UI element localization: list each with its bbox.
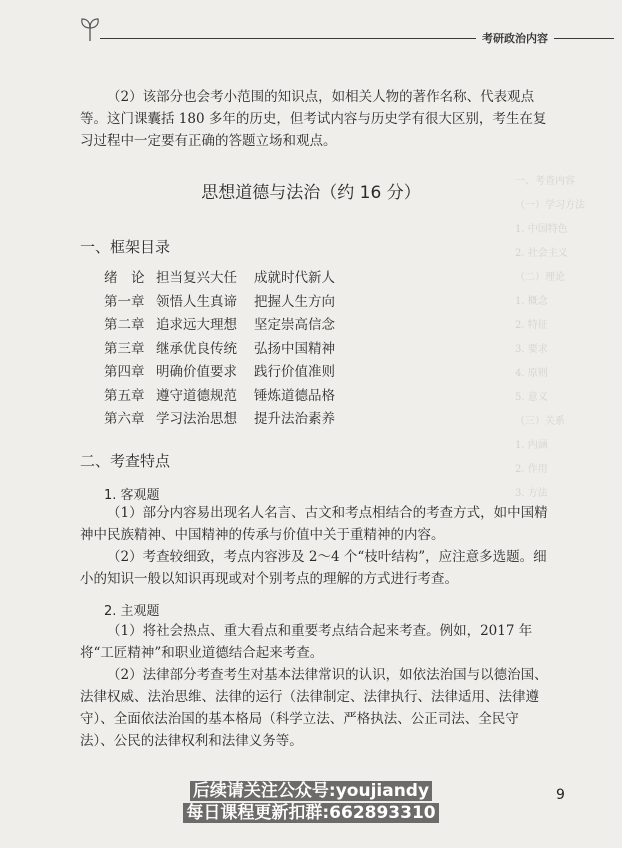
chapter-label: 第一章 <box>104 293 145 310</box>
chapter-label: 第六章 <box>104 411 145 427</box>
chapter-part-a: 担当复兴大任 <box>156 270 237 286</box>
chapter-part-a: 追求远大理想 <box>156 317 237 333</box>
subjective-paragraph-1: （1）将社会热点、重大看点和重要考点结合起来考查。例如，2017 年将“工匠精神”和职业道德结合起来考查。 <box>80 623 533 661</box>
watermark-line-1 <box>0 781 622 801</box>
chapter-part-b: 锤炼道德品格 <box>254 387 335 404</box>
chapter-part-b: 弘扬中国精神 <box>254 340 335 357</box>
bleed-through-line: 1. 内涵 <box>515 440 548 451</box>
subjective-block <box>80 620 550 752</box>
chapter-label: 第三章 <box>104 340 145 357</box>
bleed-through-line: 3. 方法 <box>515 488 548 499</box>
bleed-through-line: （二）理论 <box>515 272 565 283</box>
bleed-through-line: （一）学习方法 <box>515 200 585 211</box>
bleed-through-line: 2. 社会主义 <box>515 248 568 259</box>
sprout-icon <box>80 16 100 42</box>
framework-item <box>104 384 335 408</box>
intro-block <box>80 86 550 152</box>
bleed-through-line: 2. 作用 <box>515 464 548 475</box>
bleed-through-line: 2. 特征 <box>515 320 548 331</box>
chapter-label: 第五章 <box>104 387 145 404</box>
page-number: 9 <box>556 787 565 803</box>
framework-item <box>104 266 335 290</box>
bleed-through-line: 5. 意义 <box>515 392 548 403</box>
framework-item <box>104 313 335 337</box>
framework-item <box>104 337 335 361</box>
chapter-label: 绪 论 <box>104 270 145 286</box>
chapter-part-a: 学习法治思想 <box>156 411 237 427</box>
features-heading: 二、考查特点 <box>80 452 171 470</box>
framework-list <box>104 266 335 431</box>
section-title: 思想道德与法治（约 16 分） <box>201 183 421 203</box>
framework-item <box>104 407 335 431</box>
chapter-part-a: 遵守道德规范 <box>156 387 237 404</box>
chapter-part-a: 明确价值要求 <box>156 364 237 380</box>
chapter-part-b: 提升法治素养 <box>254 411 335 427</box>
chapter-label: 第二章 <box>104 317 145 333</box>
framework-item <box>104 360 335 384</box>
intro-paragraph: （2）该部分也会考小范围的知识点，如相关人物的著作名称、代表观点等。这门课囊括 180 多年的历史，但考试内容与历史学有很大区别，考生在复习过程中一定要有正确的答题立场和观点。 <box>80 89 547 149</box>
framework-item <box>104 290 335 314</box>
objective-paragraph-2: （2）考查较细致，考点内容涉及 2～4 个“枝叶结构”，应注意多选题。细小的知识一般以知识再现或对个别考点的理解的方式进行考查。 <box>80 549 547 587</box>
bleed-through-line: 1. 概念 <box>515 296 548 307</box>
watermark-line-2 <box>0 803 622 823</box>
objective-label: 1. 客观题 <box>104 488 160 503</box>
chapter-part-a: 领悟人生真谛 <box>156 293 237 310</box>
framework-heading: 一、框架目录 <box>80 238 171 256</box>
watermark-text: 每日课程更新扣群:662893310 <box>183 803 438 823</box>
bleed-through-text <box>515 170 605 506</box>
chapter-part-b: 坚定崇高信念 <box>254 317 335 333</box>
chapter-part-a: 继承优良传统 <box>156 340 237 357</box>
bleed-through-line: 1. 中国特色 <box>515 224 568 235</box>
bleed-through-line: 4. 原则 <box>515 368 548 379</box>
bleed-through-line: （三）关系 <box>515 416 565 427</box>
watermark-text: 后续请关注公众号:youjiandy <box>190 781 432 801</box>
objective-paragraph-1: （1）部分内容易出现名人名言、古文和考点相结合的考查方式，如中国精神中民族精神、中国精神的传承与价值中关于重精神的内容。 <box>80 505 548 543</box>
bleed-through-line: 3. 要求 <box>515 344 548 355</box>
chapter-part-b: 践行价值准则 <box>254 364 335 380</box>
chapter-part-b: 把握人生方向 <box>254 293 335 310</box>
bleed-through-line: 一、考查内容 <box>515 176 575 187</box>
chapter-label: 第四章 <box>104 364 145 380</box>
subjective-label: 2. 主观题 <box>104 604 160 619</box>
chapter-part-b: 成就时代新人 <box>254 270 335 286</box>
running-header: 考研政治内容 <box>476 30 554 46</box>
subjective-paragraph-2: （2）法律部分考查考生对基本法律常识的认识，如依法治国与以德治国、法律权威、法治思维、法律的运行（法律制定、法律执行、法律适用、法律遵守）、全面依法治国的基本格局（科学立法、严格执法、公正司法、全民守法）、公民的法律权利和法律义务等。 <box>80 667 548 749</box>
objective-block <box>80 502 550 590</box>
